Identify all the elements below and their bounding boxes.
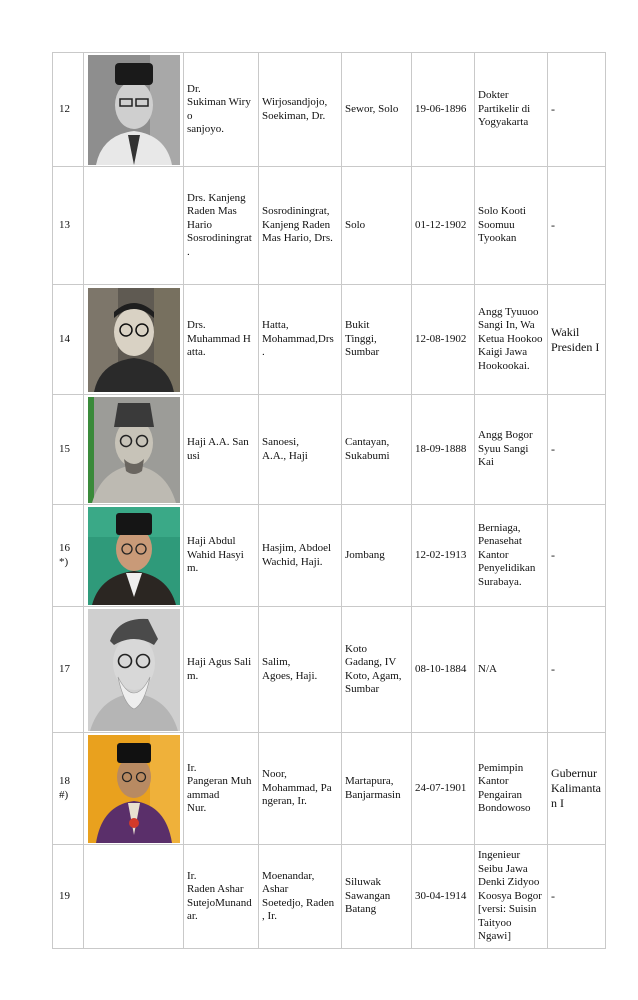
row-number: 18 #) [53, 733, 84, 845]
note-cell: - [548, 53, 606, 167]
birthplace-cell: Solo [342, 167, 412, 285]
note-cell: - [548, 167, 606, 285]
position-cell: Pemimpin Kantor Pengairan Bondowoso [475, 733, 548, 845]
position-cell: Solo Kooti Soomuu Tyookan [475, 167, 548, 285]
birthdate-cell: 08-10-1884 [412, 607, 475, 733]
table-row [53, 845, 606, 949]
note-cell: Wakil Presiden I [548, 285, 606, 395]
alias-cell: Hatta, Mohammad,Drs . [259, 285, 342, 395]
alias-cell: Sosrodiningrat, Kanjeng Raden Mas Hario, Drs. [259, 167, 342, 285]
name-cell: Ir. Pangeran Muh ammad Nur. [184, 733, 259, 845]
birthdate-cell: 18-09-1888 [412, 395, 475, 505]
table-row [53, 167, 606, 285]
portrait-photo [88, 507, 180, 605]
name-cell: Haji Abdul Wahid Hasyi m. [184, 505, 259, 607]
note-cell: - [548, 845, 606, 949]
alias-cell: Sanoesi, A.A., Haji [259, 395, 342, 505]
name-cell: Drs. Kanjeng Raden Mas Hario Sosrodiningrat . [184, 167, 259, 285]
photo-cell [84, 733, 184, 845]
table-row [53, 505, 606, 607]
portrait-photo [88, 735, 180, 843]
birthdate-cell: 24-07-1901 [412, 733, 475, 845]
alias-cell: Moenandar, Ashar Soetedjo, Raden , Ir. [259, 845, 342, 949]
birthplace-cell: Koto Gadang, IV Koto, Agam, Sumbar [342, 607, 412, 733]
row-number: 12 [53, 53, 84, 167]
birthplace-cell: Sewor, Solo [342, 53, 412, 167]
table-row [53, 53, 606, 167]
position-cell: Ingenieur Seibu Jawa Denki Zidyoo Koosya Bogor [versi: Suisin Taityoo Ngawi] [475, 845, 548, 949]
note-cell: - [548, 607, 606, 733]
table-row [53, 733, 606, 845]
note-cell: Gubernur Kalimanta n I [548, 733, 606, 845]
alias-cell: Hasjim, Abdoel Wachid, Haji. [259, 505, 342, 607]
members-table [52, 52, 606, 949]
portrait-photo [88, 288, 180, 392]
table-row [53, 395, 606, 505]
photo-cell [84, 845, 184, 949]
row-number: 16 *) [53, 505, 84, 607]
alias-cell: Noor, Mohammad, Pa ngeran, Ir. [259, 733, 342, 845]
birthdate-cell: 30-04-1914 [412, 845, 475, 949]
birthdate-cell: 12-08-1902 [412, 285, 475, 395]
table-row [53, 607, 606, 733]
alias-cell: Wirjosandjojo, Soekiman, Dr. [259, 53, 342, 167]
position-cell: Dokter Partikelir di Yogyakarta [475, 53, 548, 167]
name-cell: Haji A.A. San usi [184, 395, 259, 505]
name-cell: Ir. Raden Ashar SutejoMunand ar. [184, 845, 259, 949]
birthdate-cell: 19-06-1896 [412, 53, 475, 167]
birthplace-cell: Siluwak Sawangan Batang [342, 845, 412, 949]
portrait-photo [88, 397, 180, 503]
photo-cell [84, 395, 184, 505]
note-cell: - [548, 395, 606, 505]
note-cell: - [548, 505, 606, 607]
row-number: 17 [53, 607, 84, 733]
photo-cell [84, 53, 184, 167]
birthdate-cell: 12-02-1913 [412, 505, 475, 607]
portrait-photo [88, 55, 180, 165]
portrait-photo [88, 609, 180, 731]
birthplace-cell: Martapura, Banjarmasin [342, 733, 412, 845]
name-cell: Drs. Muhammad H atta. [184, 285, 259, 395]
table-row [53, 285, 606, 395]
position-cell: Angg Bogor Syuu Sangi Kai [475, 395, 548, 505]
position-cell: Angg Tyuuoo Sangi In, Wa Ketua Hookoo Kaigi Jawa Hookookai. [475, 285, 548, 395]
position-cell: N/A [475, 607, 548, 733]
birthplace-cell: Bukit Tinggi, Sumbar [342, 285, 412, 395]
photo-cell [84, 167, 184, 285]
birthdate-cell: 01-12-1902 [412, 167, 475, 285]
photo-cell [84, 285, 184, 395]
birthplace-cell: Cantayan, Sukabumi [342, 395, 412, 505]
position-cell: Berniaga, Penasehat Kantor Penyelidikan Surabaya. [475, 505, 548, 607]
row-number: 19 [53, 845, 84, 949]
birthplace-cell: Jombang [342, 505, 412, 607]
photo-cell [84, 607, 184, 733]
alias-cell: Salim, Agoes, Haji. [259, 607, 342, 733]
row-number: 14 [53, 285, 84, 395]
photo-cell [84, 505, 184, 607]
name-cell: Haji Agus Sali m. [184, 607, 259, 733]
name-cell: Dr. Sukiman Wiry o sanjoyo. [184, 53, 259, 167]
row-number: 13 [53, 167, 84, 285]
row-number: 15 [53, 395, 84, 505]
